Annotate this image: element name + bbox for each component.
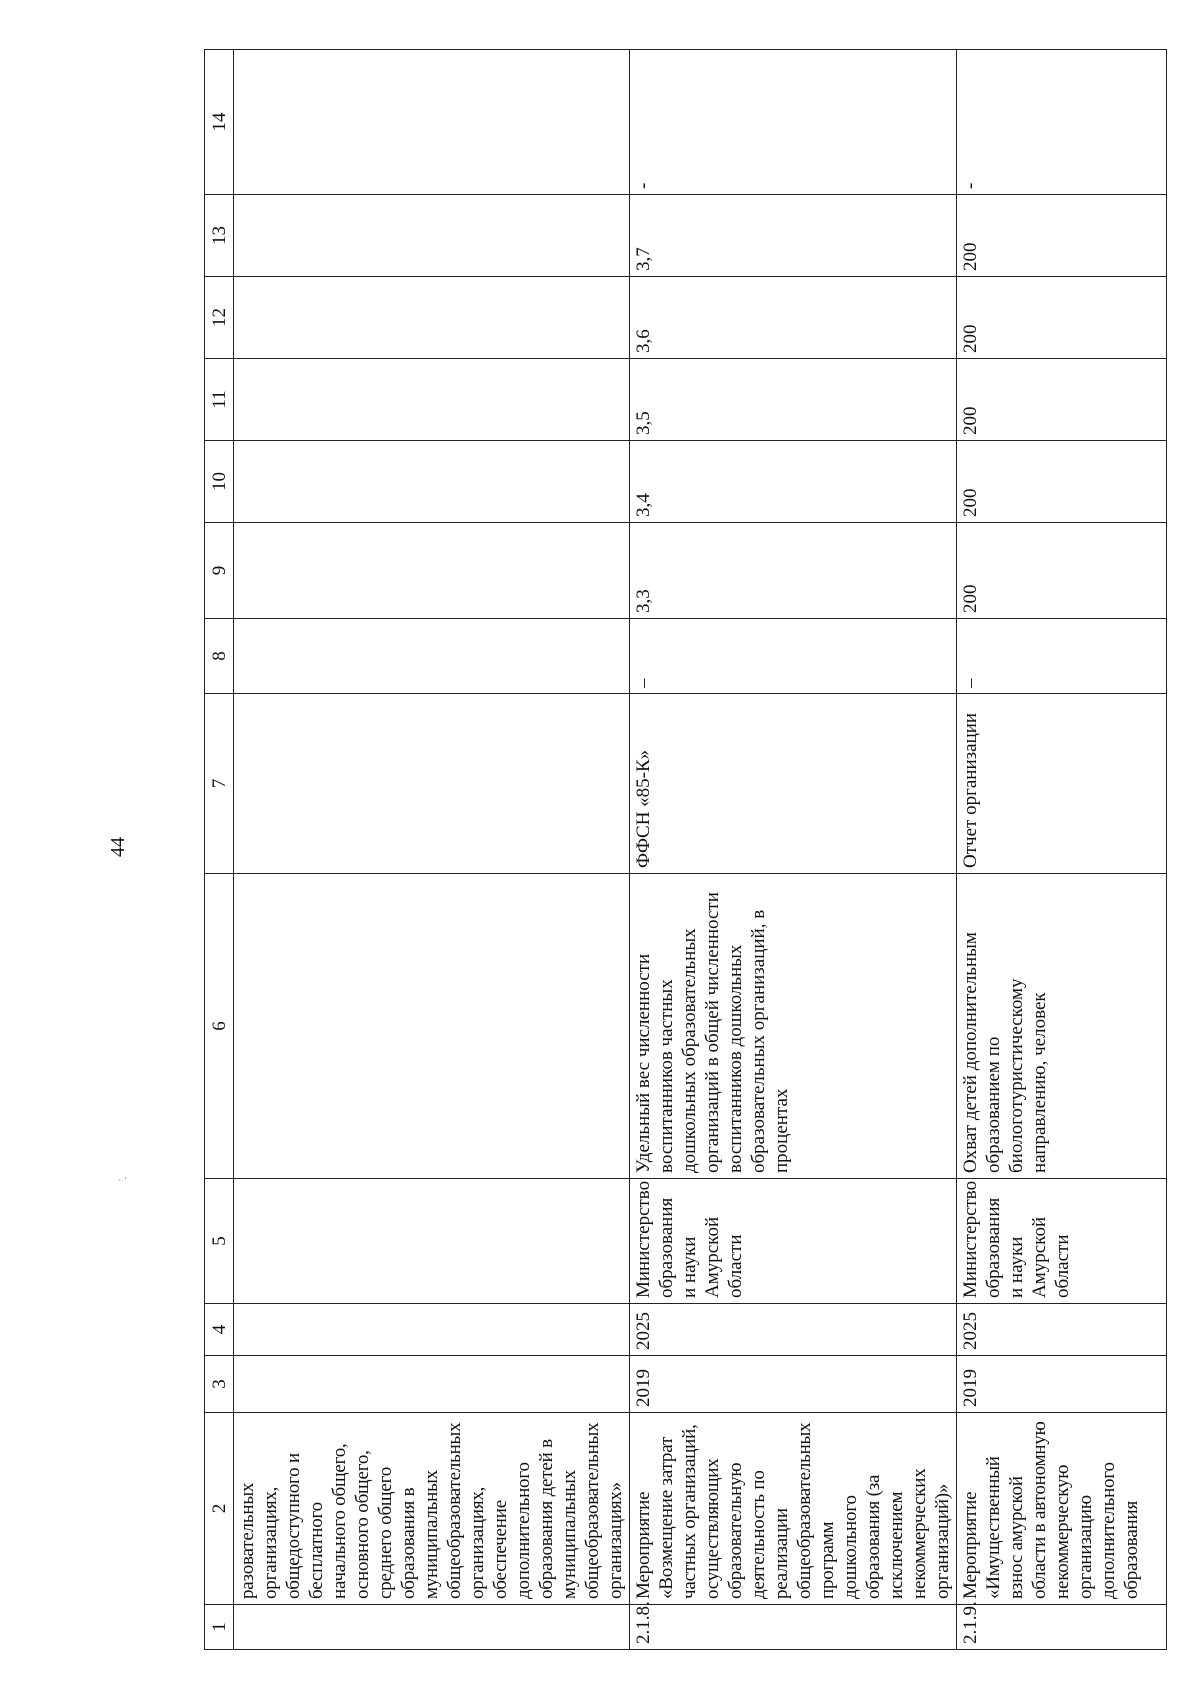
value-cell: 3,3 bbox=[630, 523, 957, 619]
value-cell bbox=[234, 195, 630, 277]
indicator-name bbox=[234, 874, 630, 1179]
value-cell: 200 bbox=[957, 441, 1167, 523]
value-cell: 3,5 bbox=[630, 359, 957, 441]
value-cell bbox=[234, 441, 630, 523]
start-year bbox=[234, 1356, 630, 1413]
end-year: 2025 bbox=[957, 1304, 1167, 1356]
col-header: 3 bbox=[205, 1356, 234, 1413]
row-number: 2.1.9. bbox=[957, 1605, 1167, 1650]
row-number bbox=[234, 1605, 630, 1650]
data-source: Отчет организации bbox=[957, 694, 1167, 874]
value-cell: – bbox=[957, 619, 1167, 694]
value-cell: 200 bbox=[957, 523, 1167, 619]
col-header: 14 bbox=[205, 50, 234, 195]
rotated-table-wrapper bbox=[204, 50, 1142, 1650]
measure-name: разовательных организациях, общедоступного и бесплатного начального общего, основного общего, среднего общего образования в муниципальных общеобразовательных организациях, обеспечение дополнительного образования детей в муниципальных общеобразовательных организациях» bbox=[234, 1413, 630, 1605]
indicator-name: Охват детей дополнительным образованием по биологотуристическому направлению, человек bbox=[957, 874, 1167, 1179]
col-header: 9 bbox=[205, 523, 234, 619]
value-cell bbox=[234, 619, 630, 694]
col-header: 11 bbox=[205, 359, 234, 441]
end-year bbox=[234, 1304, 630, 1356]
value-cell: 200 bbox=[957, 277, 1167, 359]
value-cell: – bbox=[630, 619, 957, 694]
scan-artifact: · ' bbox=[118, 1175, 127, 1187]
col-header: 4 bbox=[205, 1304, 234, 1356]
table-row bbox=[957, 50, 1167, 1650]
value-cell: - bbox=[630, 50, 957, 195]
value-cell bbox=[234, 50, 630, 195]
value-cell: 200 bbox=[957, 359, 1167, 441]
col-header: 7 bbox=[205, 694, 234, 874]
end-year: 2025 bbox=[630, 1304, 957, 1356]
start-year: 2019 bbox=[957, 1356, 1167, 1413]
measure-name: Мероприятие «Возмещение затрат частных организаций, осуществляющих образовательную деятельность по реализации общеобразовательных программ дошкольного образования (за исключением некоммерческих организаций)» bbox=[630, 1413, 957, 1605]
value-cell: 3,7 bbox=[630, 195, 957, 277]
col-header: 2 bbox=[205, 1413, 234, 1605]
col-header: 8 bbox=[205, 619, 234, 694]
value-cell bbox=[234, 523, 630, 619]
responsible-executor: Министерство образования и науки Амурской области bbox=[630, 1179, 957, 1304]
value-cell: - bbox=[957, 50, 1167, 195]
start-year: 2019 bbox=[630, 1356, 957, 1413]
responsible-executor: Министерство образования и науки Амурской области bbox=[957, 1179, 1167, 1304]
value-cell bbox=[234, 277, 630, 359]
table-row bbox=[630, 50, 957, 1650]
value-cell bbox=[234, 359, 630, 441]
table-row bbox=[234, 50, 630, 1650]
value-cell: 3,4 bbox=[630, 441, 957, 523]
col-header: 6 bbox=[205, 874, 234, 1179]
row-number: 2.1.8. bbox=[630, 1605, 957, 1650]
indicator-name: Удельный вес численности воспитанников частных дошкольных образовательных организаций в общей численности воспитанников дошкольных образовательных организаций, в процентах bbox=[630, 874, 957, 1179]
col-header: 13 bbox=[205, 195, 234, 277]
responsible-executor bbox=[234, 1179, 630, 1304]
col-header: 12 bbox=[205, 277, 234, 359]
page-number: 44 bbox=[107, 837, 129, 857]
col-header: 5 bbox=[205, 1179, 234, 1304]
col-header: 10 bbox=[205, 441, 234, 523]
col-header: 1 bbox=[205, 1605, 234, 1650]
value-cell: 200 bbox=[957, 195, 1167, 277]
data-source bbox=[234, 694, 630, 874]
indicator-table bbox=[204, 49, 1167, 1650]
header-row bbox=[205, 50, 234, 1650]
data-source: ФФСН «85-К» bbox=[630, 694, 957, 874]
measure-name: Мероприятие «Имущественный взнос амурской области в автономную некоммерческую организацию дополнительного образования bbox=[957, 1413, 1167, 1605]
value-cell: 3,6 bbox=[630, 277, 957, 359]
